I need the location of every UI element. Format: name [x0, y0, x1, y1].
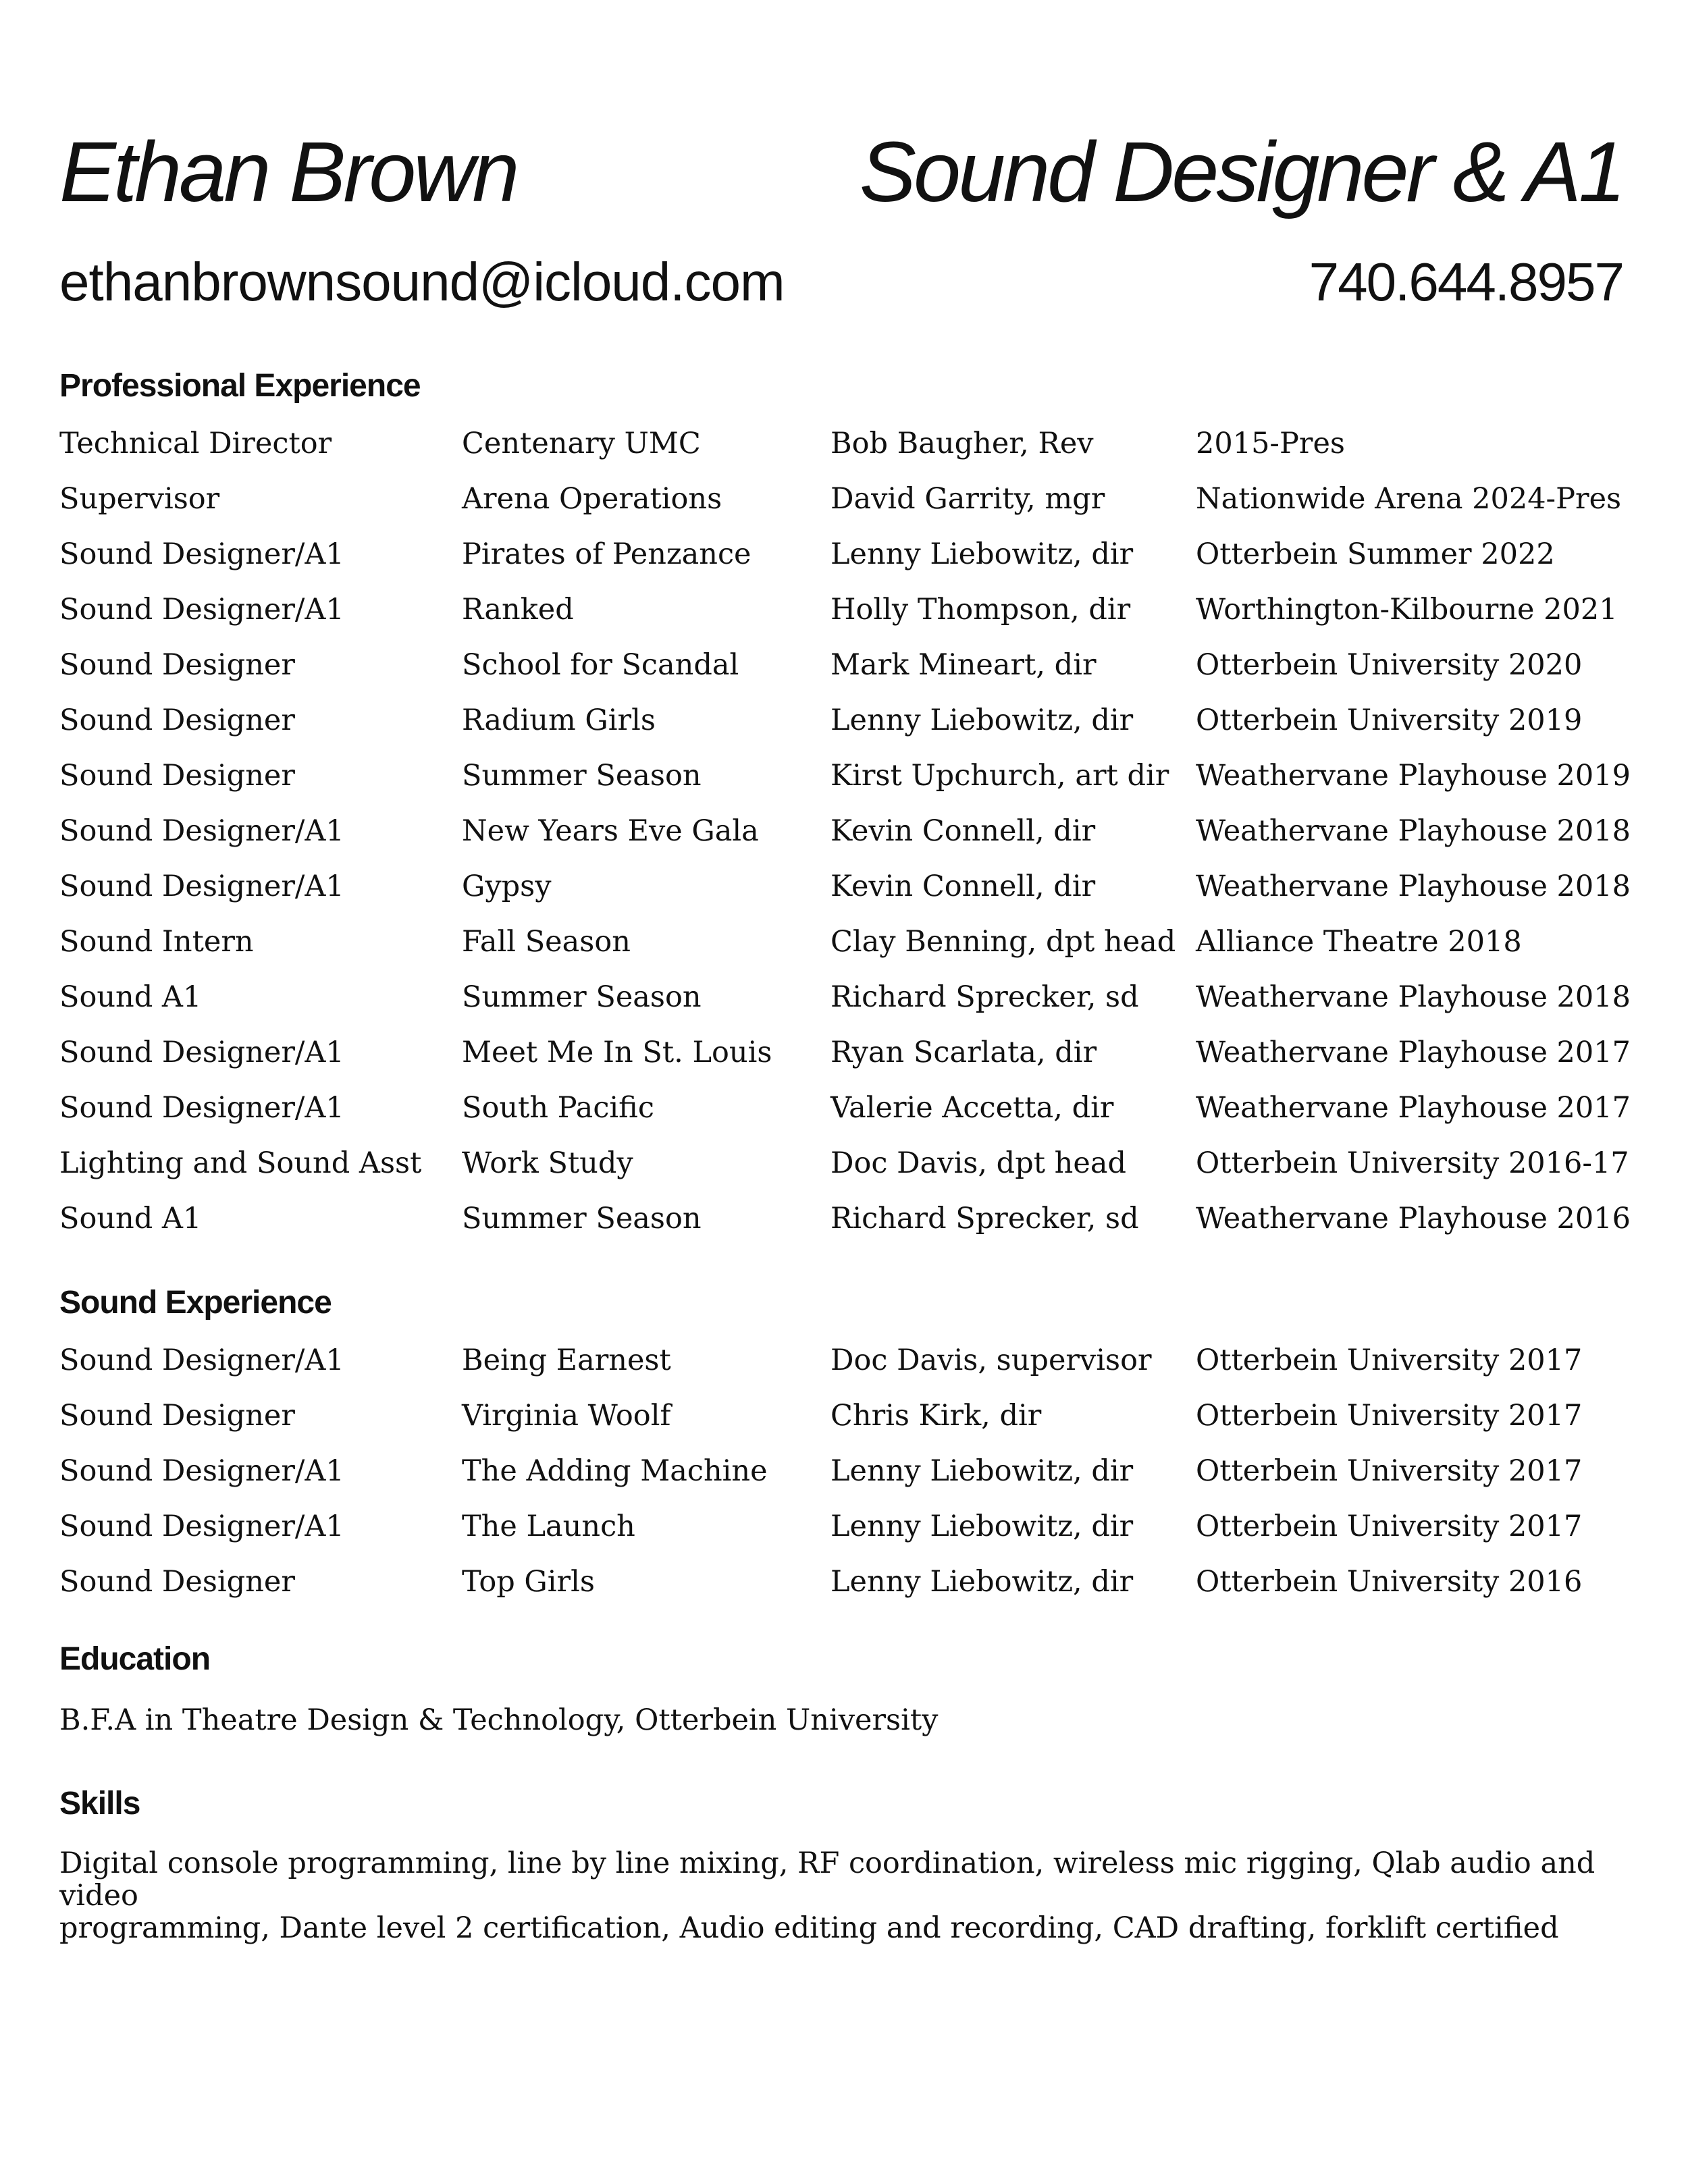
table-row [59, 1447, 1633, 1503]
table-row [59, 697, 1633, 752]
position-cell: Sound Designer/A1 [59, 537, 344, 571]
skills-line: Digital console programming, line by line mixing, RF coordination, wireless mic rigging, Qlab audio and video [59, 1846, 1595, 1913]
professional-experience-heading: Professional Experience [59, 368, 421, 404]
position-cell: Sound Designer/A1 [59, 1454, 344, 1488]
contact-cell: David Garrity, mgr [830, 482, 1105, 516]
table-row [59, 1558, 1633, 1614]
table-row [59, 531, 1633, 586]
skills-heading: Skills [59, 1786, 140, 1821]
venue-cell: Otterbein University 2017 [1196, 1510, 1583, 1543]
table-row [59, 1195, 1633, 1250]
production-cell: Virginia Woolf [462, 1399, 671, 1433]
venue-cell: Otterbein University 2017 [1196, 1454, 1583, 1488]
contact-cell: Chris Kirk, dir [830, 1399, 1042, 1433]
venue-cell: Weathervane Playhouse 2017 [1196, 1036, 1631, 1069]
contact-cell: Kevin Connell, dir [830, 870, 1096, 903]
production-cell: Summer Season [462, 759, 702, 793]
production-cell: Gypsy [462, 870, 552, 903]
production-cell: The Launch [462, 1510, 635, 1543]
contact-email: ethanbrownsound@icloud.com [59, 252, 785, 312]
contact-cell: Lenny Liebowitz, dir [830, 1454, 1134, 1488]
contact-phone: 740.644.8957 [1309, 252, 1623, 312]
table-row [59, 475, 1633, 531]
production-cell: Arena Operations [462, 482, 722, 516]
table-row [59, 1029, 1633, 1084]
position-cell: Sound Designer/A1 [59, 1343, 344, 1377]
venue-cell: Otterbein Summer 2022 [1196, 537, 1555, 571]
position-cell: Sound Designer/A1 [59, 1510, 344, 1543]
contact-cell: Doc Davis, dpt head [830, 1146, 1126, 1180]
production-cell: Work Study [462, 1146, 633, 1180]
sound-experience-heading: Sound Experience [59, 1285, 332, 1321]
position-cell: Supervisor [59, 482, 220, 516]
skills-line: programming, Dante level 2 certification, Audio editing and recording, CAD drafting, forklift certified [59, 1911, 1559, 1945]
contact-cell: Lenny Liebowitz, dir [830, 1565, 1134, 1599]
table-row [59, 1084, 1633, 1140]
production-cell: South Pacific [462, 1091, 654, 1125]
position-cell: Sound Designer [59, 1399, 295, 1433]
contact-cell: Lenny Liebowitz, dir [830, 1510, 1134, 1543]
production-cell: Summer Season [462, 1202, 702, 1235]
production-cell: Top Girls [462, 1565, 595, 1599]
position-cell: Sound Intern [59, 925, 254, 959]
education-heading: Education [59, 1641, 211, 1677]
contact-cell: Ryan Scarlata, dir [830, 1036, 1097, 1069]
venue-cell: Worthington-Kilbourne 2021 [1196, 593, 1618, 627]
skills-text [59, 1847, 1633, 1944]
position-cell: Technical Director [59, 427, 332, 460]
production-cell: Being Earnest [462, 1343, 671, 1377]
production-cell: Centenary UMC [462, 427, 701, 460]
contact-cell: Lenny Liebowitz, dir [830, 537, 1134, 571]
table-row [59, 1140, 1633, 1195]
position-cell: Sound Designer/A1 [59, 593, 344, 627]
contact-cell: Bob Baugher, Rev [830, 427, 1094, 460]
venue-cell: Weathervane Playhouse 2018 [1196, 980, 1631, 1014]
resume-role: Sound Designer & A1 [859, 124, 1623, 219]
position-cell: Sound Designer/A1 [59, 814, 344, 848]
production-cell: Ranked [462, 593, 574, 627]
table-row [59, 641, 1633, 697]
production-cell: The Adding Machine [462, 1454, 768, 1488]
contact-cell: Kevin Connell, dir [830, 814, 1096, 848]
production-cell: School for Scandal [462, 648, 739, 682]
contact-cell: Mark Mineart, dir [830, 648, 1097, 682]
contact-cell: Richard Sprecker, sd [830, 1202, 1139, 1235]
production-cell: New Years Eve Gala [462, 814, 759, 848]
venue-cell: Weathervane Playhouse 2018 [1196, 870, 1631, 903]
contact-cell: Valerie Accetta, dir [830, 1091, 1114, 1125]
venue-cell: Otterbein University 2017 [1196, 1399, 1583, 1433]
venue-cell: Otterbein University 2017 [1196, 1343, 1583, 1377]
position-cell: Lighting and Sound Asst [59, 1146, 422, 1180]
table-row [59, 863, 1633, 918]
position-cell: Sound Designer/A1 [59, 870, 344, 903]
table-row [59, 752, 1633, 807]
table-row [59, 974, 1633, 1029]
venue-cell: Weathervane Playhouse 2018 [1196, 814, 1631, 848]
venue-cell: Otterbein University 2020 [1196, 648, 1583, 682]
table-row [59, 1392, 1633, 1447]
education-text: B.F.A in Theatre Design & Technology, Otterbein University [59, 1703, 939, 1737]
contact-cell: Lenny Liebowitz, dir [830, 703, 1134, 737]
contact-cell: Holly Thompson, dir [830, 593, 1131, 627]
venue-cell: Otterbein University 2016 [1196, 1565, 1583, 1599]
table-row [59, 1337, 1633, 1392]
table-row [59, 1503, 1633, 1558]
sound-experience-table [59, 1337, 1633, 1614]
position-cell: Sound Designer [59, 1565, 295, 1599]
contact-cell: Richard Sprecker, sd [830, 980, 1139, 1014]
professional-experience-table [59, 420, 1633, 1250]
position-cell: Sound Designer [59, 759, 295, 793]
venue-cell: Weathervane Playhouse 2017 [1196, 1091, 1631, 1125]
production-cell: Pirates of Penzance [462, 537, 751, 571]
position-cell: Sound Designer/A1 [59, 1036, 344, 1069]
resume-name: Ethan Brown [59, 124, 517, 219]
position-cell: Sound A1 [59, 980, 202, 1014]
venue-cell: Otterbein University 2019 [1196, 703, 1583, 737]
production-cell: Summer Season [462, 980, 702, 1014]
table-row [59, 420, 1633, 475]
venue-cell: Weathervane Playhouse 2019 [1196, 759, 1631, 793]
venue-cell: Nationwide Arena 2024-Pres [1196, 482, 1622, 516]
production-cell: Meet Me In St. Louis [462, 1036, 772, 1069]
position-cell: Sound Designer [59, 703, 295, 737]
table-row [59, 586, 1633, 641]
table-row [59, 807, 1633, 863]
venue-cell: Weathervane Playhouse 2016 [1196, 1202, 1631, 1235]
production-cell: Radium Girls [462, 703, 656, 737]
position-cell: Sound A1 [59, 1202, 202, 1235]
contact-cell: Clay Benning, dpt head [830, 925, 1176, 959]
position-cell: Sound Designer/A1 [59, 1091, 344, 1125]
contact-cell: Kirst Upchurch, art dir [830, 759, 1169, 793]
venue-cell: 2015-Pres [1196, 427, 1345, 460]
venue-cell: Otterbein University 2016-17 [1196, 1146, 1629, 1180]
contact-cell: Doc Davis, supervisor [830, 1343, 1152, 1377]
table-row [59, 918, 1633, 974]
venue-cell: Alliance Theatre 2018 [1196, 925, 1522, 959]
production-cell: Fall Season [462, 925, 631, 959]
position-cell: Sound Designer [59, 648, 295, 682]
